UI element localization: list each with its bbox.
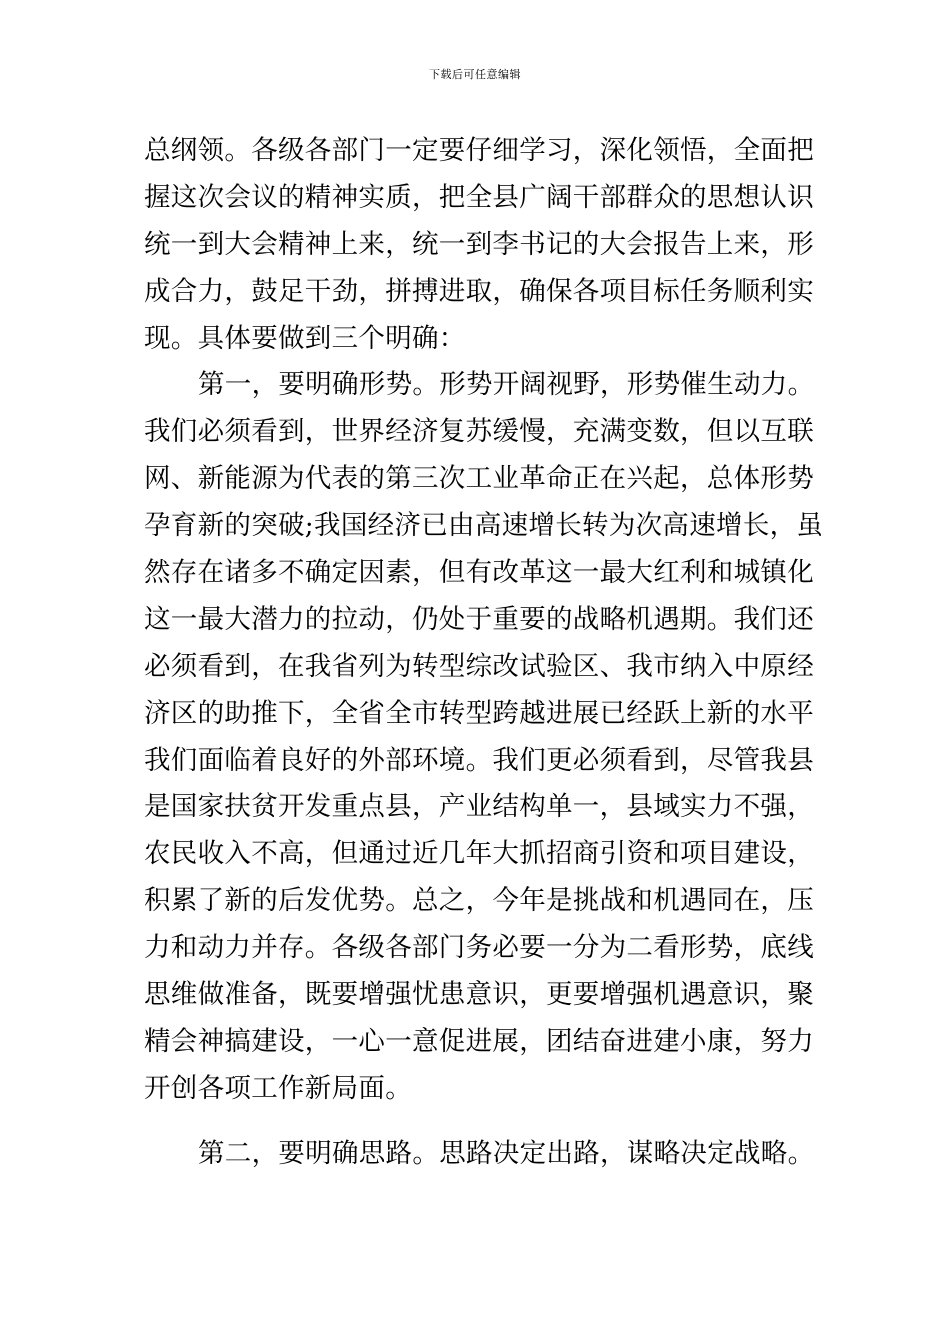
text-line: 开创各项工作新局面。 <box>144 1072 412 1104</box>
text-line: 积累了新的后发优势。总之，今年是挑战和机遇同在，压 <box>144 885 814 917</box>
text-line: 然存在诸多不确定因素，但有改革这一最大红利和城镇化 <box>144 557 814 589</box>
text-line: 力和动力并存。各级各部门务必要一分为二看形势，底线 <box>144 932 814 964</box>
text-line: 成合力，鼓足干劲，拼搏进取，确保各项目标任务顺利实 <box>144 275 814 307</box>
text-line: 是国家扶贫开发重点县，产业结构单一，县域实力不强， <box>144 791 814 823</box>
text-line: 握这次会议的精神实质，把全县广阔干部群众的思想认识 <box>144 181 814 213</box>
text-line: 我们面临着良好的外部环境。我们更必须看到，尽管我县 <box>144 744 814 776</box>
text-line: 孕育新的突破;我国经济已由高速增长转为次高速增长，虽 <box>144 510 824 542</box>
page-header-note: 下载后可任意编辑 <box>429 68 521 81</box>
paragraph-first-line: 第一，要明确形势。形势开阔视野，形势催生动力。 <box>198 369 815 401</box>
text-line: 我们必须看到，世界经济复苏缓慢，充满变数，但以互联 <box>144 416 814 448</box>
text-line: 济区的助推下，全省全市转型跨越进展已经跃上新的水平 <box>144 697 814 729</box>
text-line: 统一到大会精神上来，统一到李书记的大会报告上来，形 <box>144 228 814 260</box>
text-line: 思维做准备，既要增强忧患意识，更要增强机遇意识，聚 <box>144 979 814 1011</box>
text-line: 精会神搞建设，一心一意促进展，团结奋进建小康，努力 <box>144 1025 814 1057</box>
text-line: 必须看到，在我省列为转型综改试验区、我市纳入中原经 <box>144 650 814 682</box>
text-line: 农民收入不高，但通过近几年大抓招商引资和项目建设， <box>144 838 814 870</box>
document-body <box>144 128 824 1178</box>
text-line: 现。具体要做到三个明确： <box>144 322 466 354</box>
text-line: 总纲领。各级各部门一定要仔细学习，深化领悟，全面把 <box>144 135 814 166</box>
paragraph-first-line: 第二，要明确思路。思路决定出路，谋略决定战略。 <box>198 1137 815 1169</box>
text-line: 网、新能源为代表的第三次工业革命正在兴起，总体形势 <box>144 463 814 495</box>
text-line: 这一最大潜力的拉动，仍处于重要的战略机遇期。我们还 <box>144 603 814 635</box>
paragraph-gap <box>144 1113 808 1131</box>
